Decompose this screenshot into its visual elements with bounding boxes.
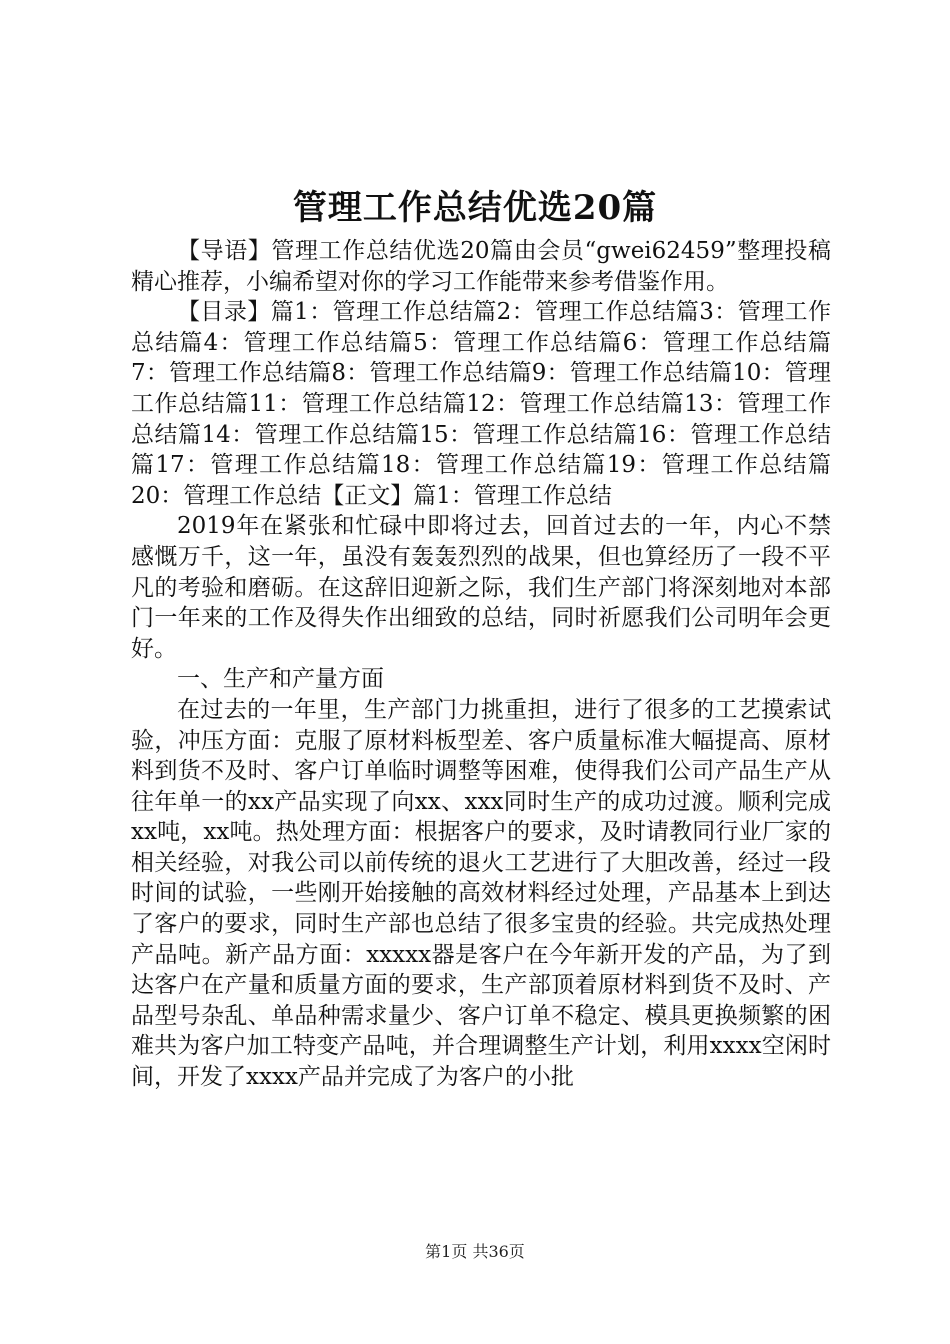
page-footer: 第1页 共36页 <box>425 1242 525 1261</box>
document-body <box>131 236 831 1093</box>
body-paragraph: 2019年在紧张和忙碌中即将过去，回首过去的一年，内心不禁感慨万千，这一年，虽没有轰轰烈烈的战果，但也算经历了一段不平凡的考验和磨砺。在这辞旧迎新之际，我们生产部门将深刻地对本部门一年来的工作及得失作出细致的总结，同时祈愿我们公司明年会更好。 <box>131 513 831 662</box>
toc-paragraph: 【目录】篇1：管理工作总结篇2：管理工作总结篇3：管理工作总结篇4：管理工作总结篇5：管理工作总结篇6：管理工作总结篇7：管理工作总结篇8：管理工作总结篇9：管理工作总结篇10：管理工作总结篇11：管理工作总结篇12：管理工作总结篇13：管理工作总结篇14：管理工作总结篇15：管理工作总结篇16：管理工作总结篇17：管理工作总结篇18：管理工作总结篇19：管理工作总结篇20：管理工作总结【正文】篇1：管理工作总结 <box>131 299 831 509</box>
document-title: 管理工作总结优选20篇 <box>292 188 658 228</box>
body-paragraph: 在过去的一年里，生产部门力挑重担，进行了很多的工艺摸索试验，冲压方面：克服了原材料板型差、客户质量标准大幅提高、原材料到货不及时、客户订单临时调整等困难，使得我们公司产品生产从往年单一的xx产品实现了向xx、xxx同时生产的成功过渡。顺利完成xx吨，xx吨。热处理方面：根据客户的要求，及时请教同行业厂家的相关经验，对我公司以前传统的退火工艺进行了大胆改善，经过一段时间的试验，一些刚开始接触的高效材料经过处理，产品基本上到达了客户的要求，同时生产部也总结了很多宝贵的经验。共完成热处理产品吨。新产品方面：xxxxx器是客户在今年新开发的产品，为了到达客户在产量和质量方面的要求，生产部顶着原材料到货不及时、产品型号杂乱、单品种需求量少、客户订单不稳定、模具更换频繁的困难共为客户加工特变产品吨，并合理调整生产计划，利用xxxx空闲时间，开发了xxxx产品并完成了为客户的小批 <box>131 696 831 1091</box>
section-heading: 一、生产和产量方面 <box>177 666 384 693</box>
intro-paragraph: 【导语】管理工作总结优选20篇由会员“gwei62459”整理投稿精心推荐，小编希望对你的学习工作能带来参考借鉴作用。 <box>131 238 831 295</box>
